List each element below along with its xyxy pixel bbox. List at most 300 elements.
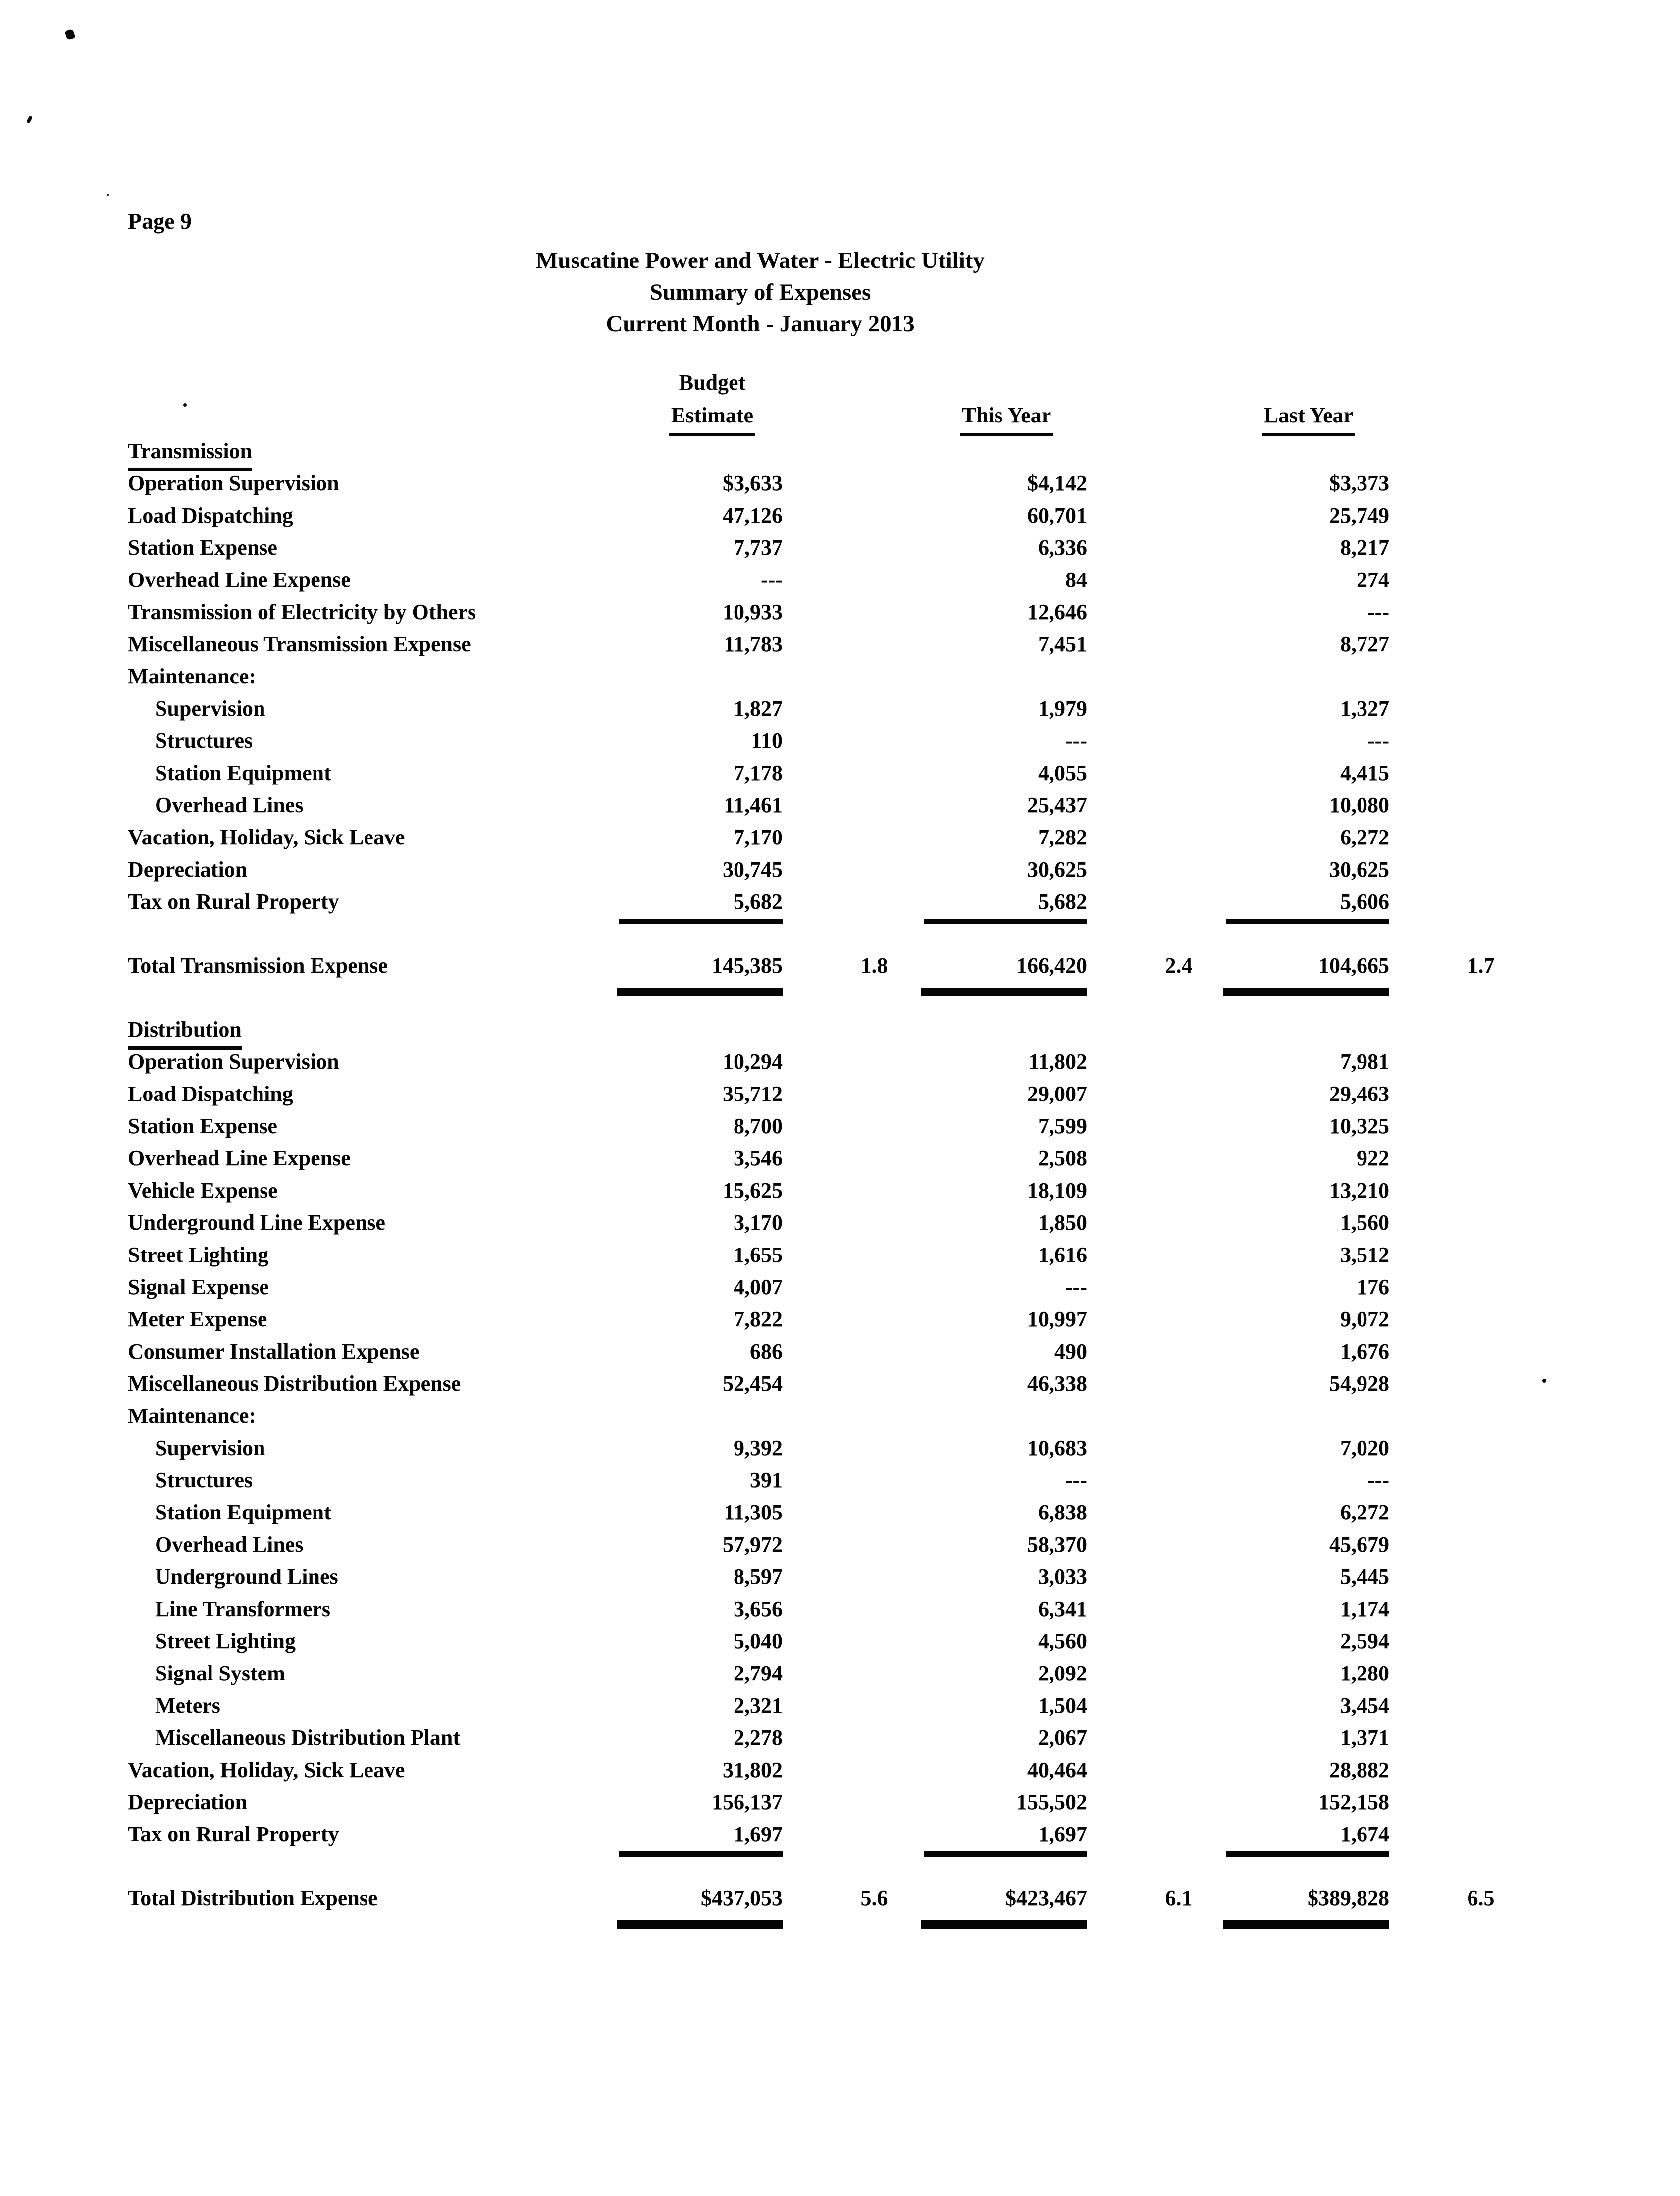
budget-estimate-value xyxy=(584,1046,783,1078)
this-year-value xyxy=(889,853,1087,886)
last-year-value xyxy=(1191,1303,1389,1335)
last-year-value xyxy=(1191,821,1389,853)
row-label: Consumer Installation Expense xyxy=(128,1339,420,1363)
this-year-value xyxy=(889,1689,1087,1722)
budget-estimate-value xyxy=(584,1561,783,1593)
budget-estimate-value xyxy=(584,1754,783,1786)
row-label: Tax on Rural Property xyxy=(128,1822,339,1846)
budget-estimate-value xyxy=(584,1722,783,1754)
budget-estimate-value xyxy=(584,1464,783,1496)
last-year-value xyxy=(1191,1593,1389,1625)
table-row xyxy=(0,564,1680,596)
last-year-value-text: 4,415 xyxy=(1340,761,1389,785)
row-label: Supervision xyxy=(155,696,265,721)
last-year-value xyxy=(1191,1367,1389,1400)
table-row xyxy=(0,1110,1680,1142)
row-label: Meters xyxy=(155,1693,220,1718)
total-last-year-ratio xyxy=(1449,1882,1513,1914)
last-year-value xyxy=(1191,1786,1389,1818)
budget-estimate-value xyxy=(584,789,783,821)
this-year-value-text: --- xyxy=(1065,1275,1087,1299)
scan-speck xyxy=(64,29,75,40)
budget-estimate-value xyxy=(584,1206,783,1239)
this-year-value-text: 5,682 xyxy=(924,886,1087,924)
title-company: Muscatine Power and Water - Electric Utility xyxy=(536,248,985,273)
last-year-value-text: 54,928 xyxy=(1329,1371,1389,1396)
last-year-value xyxy=(1191,1078,1389,1110)
budget-estimate-value-text: 5,682 xyxy=(619,886,783,924)
budget-estimate-value-text: 7,737 xyxy=(734,535,783,560)
row-label: Depreciation xyxy=(128,857,248,882)
this-year-value-text: 10,997 xyxy=(1027,1307,1087,1331)
this-year-value-text: 4,055 xyxy=(1038,761,1087,785)
table-row xyxy=(0,1464,1680,1496)
this-year-value-text: 11,802 xyxy=(1028,1049,1087,1074)
row-label: Miscellaneous Transmission Expense xyxy=(128,632,471,656)
budget-estimate-value xyxy=(584,564,783,596)
last-year-value xyxy=(1191,1561,1389,1593)
last-year-value-text: 1,174 xyxy=(1340,1597,1389,1621)
total-last-year-ratio-text: 1.7 xyxy=(1467,953,1495,978)
table-row xyxy=(0,628,1680,660)
table-row xyxy=(0,1335,1680,1367)
budget-estimate-value-text: 8,700 xyxy=(734,1114,783,1138)
last-year-value xyxy=(1191,1754,1389,1786)
total-this-year-value xyxy=(889,949,1087,982)
budget-estimate-value xyxy=(584,757,783,789)
table-row xyxy=(0,886,1680,918)
row-label: Structures xyxy=(155,729,253,753)
total-row xyxy=(0,949,1680,982)
row-label: Vacation, Holiday, Sick Leave xyxy=(128,825,405,849)
last-year-value-text: 9,072 xyxy=(1340,1307,1389,1331)
column-header-budget-estimate xyxy=(613,366,811,436)
budget-estimate-value xyxy=(584,1786,783,1818)
budget-estimate-value-text: 8,597 xyxy=(734,1565,783,1589)
budget-estimate-value xyxy=(584,1271,783,1303)
last-year-value xyxy=(1191,1335,1389,1367)
last-year-value xyxy=(1191,1271,1389,1303)
row-label: Vehicle Expense xyxy=(128,1178,278,1203)
row-label: Depreciation xyxy=(128,1790,248,1814)
budget-estimate-value-text: 47,126 xyxy=(723,503,783,527)
this-year-value-text: 490 xyxy=(1054,1339,1087,1363)
this-year-value-text: 2,067 xyxy=(1038,1725,1087,1750)
budget-estimate-value xyxy=(584,1110,783,1142)
this-year-value xyxy=(889,725,1087,757)
budget-estimate-value-text: 10,933 xyxy=(723,600,783,624)
last-year-value-text: 45,679 xyxy=(1329,1532,1389,1557)
total-this-year-value-text: 166,420 xyxy=(921,949,1087,996)
this-year-value xyxy=(889,821,1087,853)
row-label: Overhead Lines xyxy=(155,1532,304,1557)
this-year-value-text: 25,437 xyxy=(1027,793,1087,817)
table-row xyxy=(0,1689,1680,1722)
budget-estimate-value-text: 11,461 xyxy=(724,793,783,817)
budget-estimate-value xyxy=(584,628,783,660)
table-row xyxy=(0,1496,1680,1528)
this-year-value-text: 6,336 xyxy=(1038,535,1087,560)
row-label: Miscellaneous Distribution Expense xyxy=(128,1371,461,1396)
budget-estimate-value xyxy=(584,1689,783,1722)
last-year-value-text: 3,454 xyxy=(1340,1693,1389,1718)
last-year-value-text: 176 xyxy=(1357,1275,1389,1299)
row-label: Maintenance: xyxy=(128,1404,257,1428)
row-label: Operation Supervision xyxy=(128,471,339,495)
budget-estimate-value xyxy=(584,1303,783,1335)
this-year-value-text: 60,701 xyxy=(1027,503,1087,527)
this-year-value xyxy=(889,1174,1087,1206)
table-row xyxy=(0,1786,1680,1818)
table-row xyxy=(0,1271,1680,1303)
budget-estimate-value xyxy=(584,821,783,853)
row-label: Station Expense xyxy=(128,535,277,560)
this-year-value xyxy=(889,628,1087,660)
this-year-value-text: 1,616 xyxy=(1038,1243,1087,1267)
total-row xyxy=(0,1882,1680,1914)
last-year-value-text: 1,371 xyxy=(1340,1725,1389,1750)
budget-estimate-value xyxy=(584,692,783,725)
row-label: Signal Expense xyxy=(128,1275,269,1299)
row-label: Structures xyxy=(155,1468,253,1492)
budget-estimate-value-text: 10,294 xyxy=(723,1049,783,1074)
last-year-value-text: 922 xyxy=(1357,1146,1389,1170)
table-row xyxy=(0,1078,1680,1110)
budget-estimate-value xyxy=(584,1432,783,1464)
last-year-value-text: 25,749 xyxy=(1329,503,1389,527)
table-row xyxy=(0,499,1680,531)
budget-estimate-value xyxy=(584,1657,783,1689)
last-year-value-text: --- xyxy=(1367,1468,1389,1492)
this-year-value xyxy=(889,1561,1087,1593)
table-row xyxy=(0,1142,1680,1174)
budget-estimate-value-text: 686 xyxy=(750,1339,783,1363)
table-row xyxy=(0,1528,1680,1561)
budget-estimate-value xyxy=(584,1174,783,1206)
budget-estimate-value-text: 1,827 xyxy=(734,696,783,721)
section-header-row xyxy=(0,1013,1680,1046)
column-header-budget-line1: Budget xyxy=(679,370,746,395)
row-label: Supervision xyxy=(155,1436,265,1460)
budget-estimate-value-text: 7,822 xyxy=(734,1307,783,1331)
table-row xyxy=(0,1432,1680,1464)
row-label: Overhead Lines xyxy=(155,793,304,817)
total-this-year-value xyxy=(889,1882,1087,1914)
this-year-value-text: 2,508 xyxy=(1038,1146,1087,1170)
table-row xyxy=(0,1754,1680,1786)
table-row xyxy=(0,467,1680,499)
this-year-value-text: 29,007 xyxy=(1027,1082,1087,1106)
this-year-value xyxy=(889,1464,1087,1496)
total-last-year-value xyxy=(1191,1882,1389,1914)
budget-estimate-value-text: 3,546 xyxy=(734,1146,783,1170)
this-year-value-text: 1,697 xyxy=(924,1818,1087,1857)
total-row-label: Total Transmission Expense xyxy=(128,953,388,978)
last-year-value xyxy=(1191,1046,1389,1078)
this-year-value xyxy=(889,1432,1087,1464)
row-label: Tax on Rural Property xyxy=(128,889,339,914)
page-number: Page 9 xyxy=(128,209,192,234)
budget-estimate-value-text: 110 xyxy=(751,729,783,753)
budget-estimate-value-text: $3,633 xyxy=(723,471,783,495)
budget-estimate-value-text: 7,170 xyxy=(734,825,783,849)
total-budget-ratio-text: 1.8 xyxy=(860,953,888,978)
this-year-value xyxy=(889,1078,1087,1110)
total-this-year-ratio-text: 2.4 xyxy=(1165,953,1193,978)
column-header-budget-line2: Estimate xyxy=(669,399,755,436)
last-year-value xyxy=(1191,596,1389,628)
table-row xyxy=(0,531,1680,564)
budget-estimate-value-text: 2,278 xyxy=(734,1725,783,1750)
this-year-value-text: 6,341 xyxy=(1038,1597,1087,1621)
last-year-value xyxy=(1191,1142,1389,1174)
table-row xyxy=(0,660,1680,692)
row-label: Meter Expense xyxy=(128,1307,267,1331)
this-year-value xyxy=(889,1271,1087,1303)
budget-estimate-value-text: 11,783 xyxy=(724,632,783,656)
this-year-value-text: 40,464 xyxy=(1027,1758,1087,1782)
this-year-value xyxy=(889,1239,1087,1271)
last-year-value-text: 3,512 xyxy=(1340,1243,1389,1267)
budget-estimate-value-text: 3,170 xyxy=(734,1210,783,1235)
this-year-value-text: $4,142 xyxy=(1027,471,1087,495)
table-row xyxy=(0,1625,1680,1657)
budget-estimate-value xyxy=(584,531,783,564)
this-year-value xyxy=(889,1046,1087,1078)
table-row xyxy=(0,596,1680,628)
budget-estimate-value xyxy=(584,853,783,886)
this-year-value xyxy=(889,499,1087,531)
last-year-value-text: 1,674 xyxy=(1226,1818,1389,1857)
last-year-value-text: 10,325 xyxy=(1329,1114,1389,1138)
section-title xyxy=(128,435,252,467)
this-year-value xyxy=(889,789,1087,821)
table-row xyxy=(0,1174,1680,1206)
last-year-value-text: 274 xyxy=(1357,568,1389,592)
last-year-value-text: $3,373 xyxy=(1329,471,1389,495)
this-year-value xyxy=(889,1593,1087,1625)
budget-estimate-value xyxy=(584,596,783,628)
total-budget-estimate-value-text: 145,385 xyxy=(617,949,783,996)
this-year-value xyxy=(889,1110,1087,1142)
budget-estimate-value-text: 2,794 xyxy=(734,1661,783,1685)
last-year-value xyxy=(1191,467,1389,499)
row-label: Station Equipment xyxy=(155,1500,331,1524)
budget-estimate-value xyxy=(584,1142,783,1174)
budget-estimate-value xyxy=(584,1335,783,1367)
last-year-value xyxy=(1191,725,1389,757)
this-year-value xyxy=(889,1142,1087,1174)
budget-estimate-value-text: 391 xyxy=(750,1468,783,1492)
budget-estimate-value-text: 5,040 xyxy=(734,1629,783,1653)
total-budget-estimate-value xyxy=(584,949,783,982)
this-year-value xyxy=(889,1335,1087,1367)
this-year-value xyxy=(889,1367,1087,1400)
this-year-value-text: 46,338 xyxy=(1027,1371,1087,1396)
total-this-year-value-text: $423,467 xyxy=(921,1882,1087,1929)
total-last-year-value xyxy=(1191,949,1389,982)
total-last-year-value-text: $389,828 xyxy=(1223,1882,1389,1929)
row-label: Overhead Line Expense xyxy=(128,1146,351,1170)
last-year-value xyxy=(1191,1657,1389,1689)
last-year-value xyxy=(1191,499,1389,531)
last-year-value xyxy=(1191,1625,1389,1657)
this-year-value xyxy=(889,1657,1087,1689)
this-year-value xyxy=(889,1303,1087,1335)
table-row xyxy=(0,1818,1680,1850)
last-year-value-text: 30,625 xyxy=(1329,857,1389,882)
table-row xyxy=(0,1239,1680,1271)
last-year-value xyxy=(1191,1239,1389,1271)
table-row xyxy=(0,789,1680,821)
this-year-value-text: 12,646 xyxy=(1027,600,1087,624)
last-year-value-text: 8,217 xyxy=(1340,535,1389,560)
column-header-last-year-label: Last Year xyxy=(1262,399,1355,436)
this-year-value xyxy=(889,1818,1087,1850)
expense-table xyxy=(0,435,1680,1914)
budget-estimate-value-text: 2,321 xyxy=(734,1693,783,1718)
budget-estimate-value xyxy=(584,1593,783,1625)
last-year-value-text: 8,727 xyxy=(1340,632,1389,656)
column-header-last-year xyxy=(1209,399,1408,436)
row-label: Transmission of Electricity by Others xyxy=(128,600,476,624)
last-year-value xyxy=(1191,1110,1389,1142)
last-year-value xyxy=(1191,628,1389,660)
row-label: Signal System xyxy=(155,1661,285,1685)
budget-estimate-value-text: 15,625 xyxy=(723,1178,783,1203)
this-year-value-text: 2,092 xyxy=(1038,1661,1087,1685)
this-year-value xyxy=(889,1786,1087,1818)
row-label: Load Dispatching xyxy=(128,503,293,527)
budget-estimate-value-text: 4,007 xyxy=(734,1275,783,1299)
last-year-value xyxy=(1191,531,1389,564)
this-year-value-text: 155,502 xyxy=(1016,1790,1087,1814)
scan-speck xyxy=(183,403,187,407)
row-label: Vacation, Holiday, Sick Leave xyxy=(128,1758,405,1782)
row-label: Underground Line Expense xyxy=(128,1210,385,1235)
table-row xyxy=(0,1303,1680,1335)
this-year-value xyxy=(889,757,1087,789)
row-label: Street Lighting xyxy=(128,1243,268,1267)
this-year-value xyxy=(889,1722,1087,1754)
this-year-value-text: --- xyxy=(1065,1468,1087,1492)
budget-estimate-value-text: 1,697 xyxy=(619,1818,783,1857)
budget-estimate-value-text: 52,454 xyxy=(723,1371,783,1396)
table-row xyxy=(0,1722,1680,1754)
budget-estimate-value-text: 35,712 xyxy=(723,1082,783,1106)
last-year-value-text: 7,020 xyxy=(1340,1436,1389,1460)
this-year-value xyxy=(889,531,1087,564)
budget-estimate-value xyxy=(584,1078,783,1110)
table-row xyxy=(0,725,1680,757)
this-year-value-text: 3,033 xyxy=(1038,1565,1087,1589)
column-header-this-year xyxy=(907,399,1105,436)
row-label: Station Expense xyxy=(128,1114,277,1138)
table-row xyxy=(0,757,1680,789)
table-row xyxy=(0,692,1680,725)
budget-estimate-value xyxy=(584,1818,783,1850)
this-year-value xyxy=(889,1625,1087,1657)
row-label: Maintenance: xyxy=(128,664,257,688)
this-year-value xyxy=(889,596,1087,628)
table-row xyxy=(0,1046,1680,1078)
row-label: Load Dispatching xyxy=(128,1082,293,1106)
row-label: Operation Supervision xyxy=(128,1049,339,1074)
this-year-value xyxy=(889,1206,1087,1239)
last-year-value xyxy=(1191,1496,1389,1528)
last-year-value xyxy=(1191,757,1389,789)
scan-speck xyxy=(26,115,33,124)
row-label: Station Equipment xyxy=(155,761,331,785)
row-label: Miscellaneous Distribution Plant xyxy=(155,1725,461,1750)
last-year-value-text: 6,272 xyxy=(1340,1500,1389,1524)
budget-estimate-value-text: 7,178 xyxy=(734,761,783,785)
table-row xyxy=(0,1561,1680,1593)
last-year-value xyxy=(1191,886,1389,918)
this-year-value-text: 30,625 xyxy=(1027,857,1087,882)
budget-estimate-value xyxy=(584,499,783,531)
budget-estimate-value-text: 1,655 xyxy=(734,1243,783,1267)
last-year-value xyxy=(1191,1689,1389,1722)
this-year-value xyxy=(889,1528,1087,1561)
section-title xyxy=(128,1013,242,1046)
last-year-value xyxy=(1191,564,1389,596)
budget-estimate-value xyxy=(584,725,783,757)
table-row xyxy=(0,1593,1680,1625)
last-year-value-text: --- xyxy=(1367,600,1389,624)
section-header-row xyxy=(0,435,1680,467)
last-year-value xyxy=(1191,1818,1389,1850)
last-year-value-text: 5,445 xyxy=(1340,1565,1389,1589)
this-year-value-text: 7,282 xyxy=(1038,825,1087,849)
last-year-value-text: 2,594 xyxy=(1340,1629,1389,1653)
section-title-text: Distribution xyxy=(128,1013,242,1050)
table-row xyxy=(0,821,1680,853)
budget-estimate-value-text: 9,392 xyxy=(734,1436,783,1460)
total-this-year-ratio-text: 6.1 xyxy=(1165,1886,1193,1910)
last-year-value xyxy=(1191,1464,1389,1496)
this-year-value xyxy=(889,564,1087,596)
budget-estimate-value-text: 30,745 xyxy=(723,857,783,882)
last-year-value-text: 7,981 xyxy=(1340,1049,1389,1074)
this-year-value xyxy=(889,1754,1087,1786)
row-label: Line Transformers xyxy=(155,1597,330,1621)
budget-estimate-value xyxy=(584,1528,783,1561)
table-row xyxy=(0,853,1680,886)
last-year-value-text: 1,327 xyxy=(1340,696,1389,721)
total-row-label: Total Distribution Expense xyxy=(128,1886,378,1910)
this-year-value-text: 6,838 xyxy=(1038,1500,1087,1524)
total-budget-ratio-text: 5.6 xyxy=(860,1886,888,1910)
section-title-text: Transmission xyxy=(128,435,252,471)
this-year-value-text: 1,504 xyxy=(1038,1693,1087,1718)
budget-estimate-value xyxy=(584,1367,783,1400)
last-year-value-text: 5,606 xyxy=(1226,886,1389,924)
this-year-value-text: 58,370 xyxy=(1027,1532,1087,1557)
this-year-value xyxy=(889,886,1087,918)
last-year-value xyxy=(1191,1174,1389,1206)
title-report-name: Summary of Expenses xyxy=(649,279,871,305)
budget-estimate-value-text: 156,137 xyxy=(712,1790,783,1814)
scan-speck xyxy=(107,194,109,196)
last-year-value-text: 29,463 xyxy=(1329,1082,1389,1106)
row-label: Overhead Line Expense xyxy=(128,568,351,592)
budget-estimate-value xyxy=(584,886,783,918)
this-year-value-text: 1,979 xyxy=(1038,696,1087,721)
table-row xyxy=(0,1400,1680,1432)
this-year-value-text: 84 xyxy=(1065,568,1087,592)
table-row xyxy=(0,1206,1680,1239)
